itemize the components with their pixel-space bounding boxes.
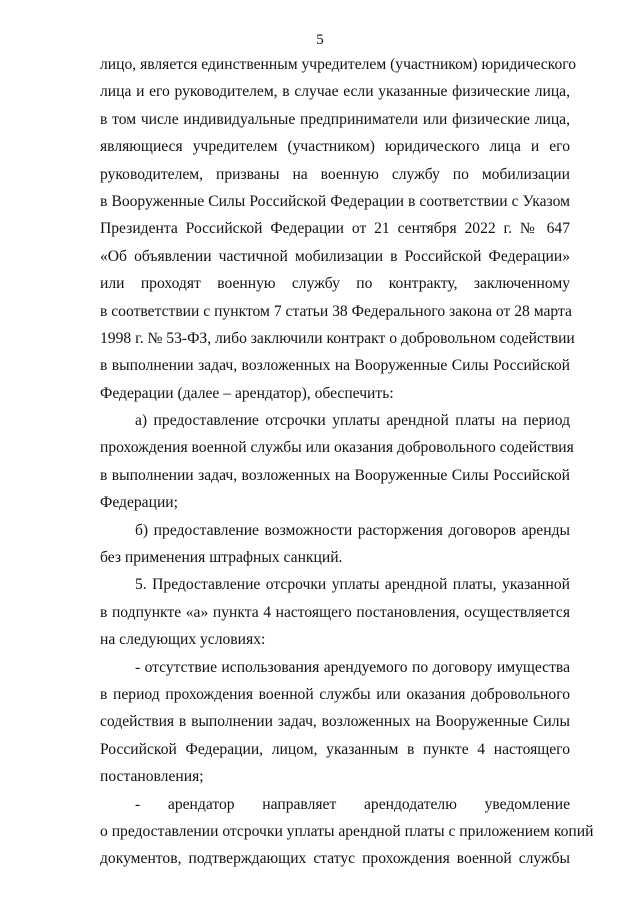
text-line: лицо, является единственным учредителем (участником) юридического	[100, 56, 577, 73]
text-line: содействия в выполнении задач, возложенных на Вооруженные Силы	[100, 713, 570, 731]
text-line: Федерации;	[100, 494, 178, 512]
text-line: постановления;	[100, 768, 204, 786]
text-line: в выполнении задач, возложенных на Вооруженные Силы Российской	[100, 357, 570, 375]
text-line: на следующих условиях:	[100, 631, 266, 649]
text-line: в том числе индивидуальные предприниматели или физические лица,	[100, 110, 570, 128]
text-line: о предоставлении отсрочки уплаты арендной платы с приложением копий	[100, 822, 594, 840]
text-line: руководителем, призваны на военную службу по мобилизации	[100, 165, 570, 183]
page-number: 5	[316, 32, 324, 48]
text-line: 1998 г. № 53-ФЗ, либо заключили контракт о добровольном содействии	[100, 329, 575, 347]
text-line: Российской Федерации, лицом, указанным в пункте 4 настоящего	[100, 740, 570, 758]
text-line: в соответствии с пунктом 7 статьи 38 Федерального закона от 28 марта	[100, 302, 572, 320]
text-line: являющиеся учредителем (участником) юридического лица и его	[100, 138, 570, 156]
text-line: б) предоставление возможности расторжения договоров аренды	[135, 521, 570, 539]
text-line: в Вооруженные Силы Российской Федерации в соответствии с Указом	[100, 192, 570, 210]
text-line: «Об объявлении частичной мобилизации в Российской Федерации»	[100, 247, 570, 265]
text-line: 5. Предоставление отсрочки уплаты арендной платы, указанной	[135, 576, 570, 594]
text-line: документов, подтверждающих статус прохождения военной службы	[100, 850, 570, 868]
text-line: в период прохождения военной службы или оказания добровольного	[100, 685, 570, 703]
text-line: или проходят военную службу по контракту, заключенному	[100, 275, 570, 293]
text-line: в выполнении задач, возложенных на Вооруженные Силы Российской	[100, 466, 570, 484]
document-body	[100, 51, 594, 873]
text-line: Президента Российской Федерации от 21 сентября 2022 г. № 647	[100, 220, 570, 238]
text-line: прохождения военной службы или оказания добровольного содействия	[100, 439, 574, 457]
text-line: лица и его руководителем, в случае если указанные физические лица,	[100, 83, 570, 101]
text-line: в подпункте «а» пункта 4 настоящего постановления, осуществляется	[100, 603, 570, 621]
text-line: - арендатор направляет арендодателю уведомление	[135, 795, 570, 813]
text-line: а) предоставление отсрочки уплаты арендной платы на период	[135, 412, 570, 430]
text-line: без применения штрафных санкций.	[100, 549, 343, 567]
text-line: - отсутствие использования арендуемого по договору имущества	[135, 658, 570, 676]
text-line: Федерации (далее – арендатор), обеспечить:	[100, 384, 394, 402]
